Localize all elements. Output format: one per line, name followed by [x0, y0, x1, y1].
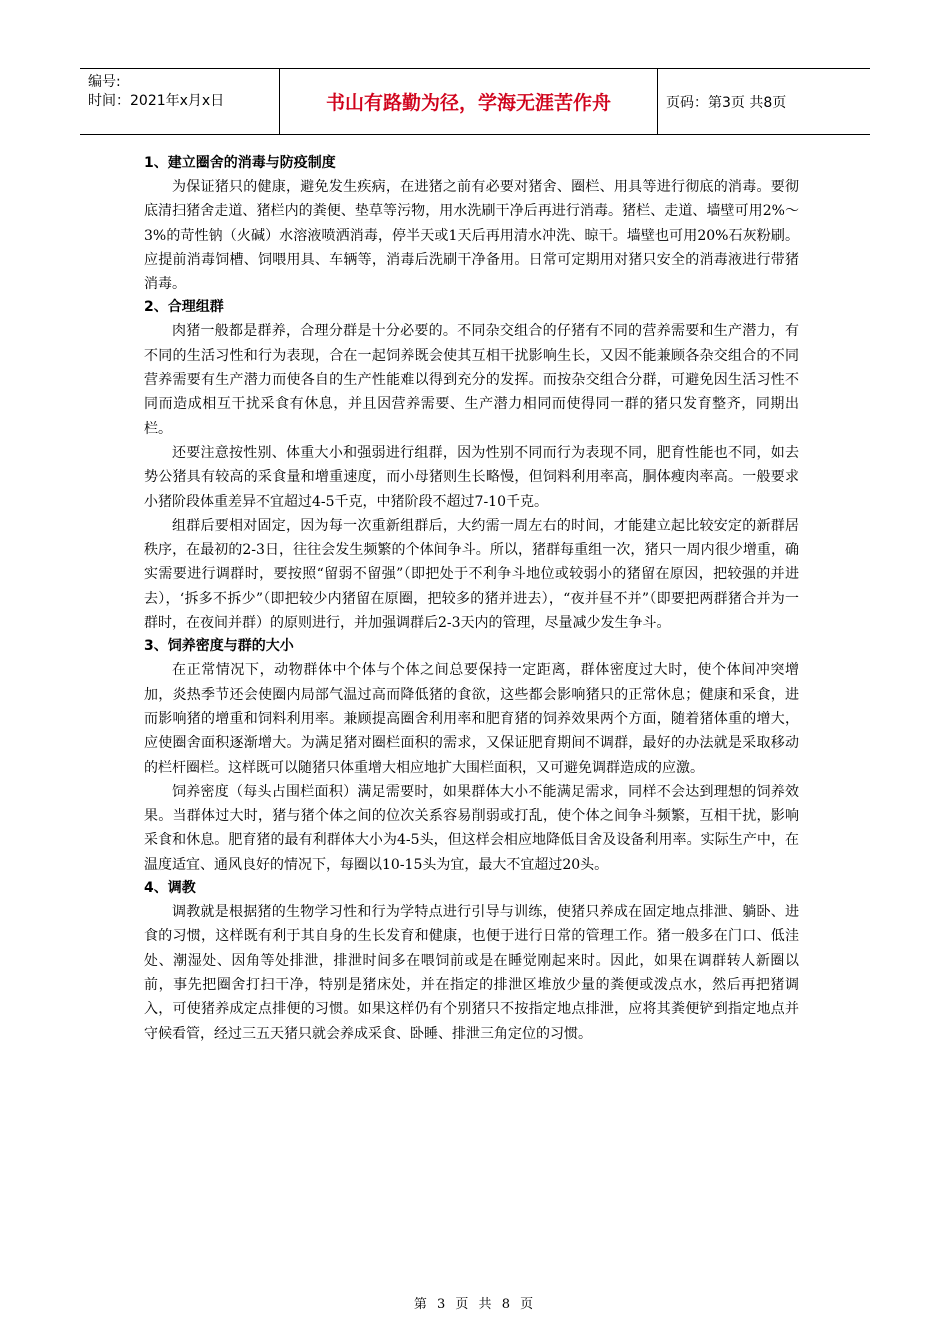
- header-motto: 书山有路勤为径，学海无涯苦作舟: [280, 69, 658, 134]
- section-heading: 1、建立圈舍的消毒与防疫制度: [144, 155, 336, 171]
- section-heading: 3、饲养密度与群的大小: [144, 638, 294, 655]
- paragraph: 饲养密度（每头占围栏面积）满足需要时，如果群体大小不能满足需求，同样不会达到理想的饲养效果。当群体过大时，猪与猪个体之间的位次关系容易削弱或打乱，使个体之间争斗频繁，互相干扰，影响采食和休息。肥育猪的最有利群体大小为4-5头，但这样会相应地降低目舍及设备利用率。实际生产中，在温度适宜、通风良好的情况下，每圈以10-15头为宜，最大不宜超过20头。: [144, 783, 799, 873]
- document-body: [144, 152, 799, 1046]
- page-indicator: 页码：第3页 共8页: [666, 94, 787, 111]
- section-heading: 2、合理组群: [144, 299, 224, 316]
- header-meta: [80, 69, 280, 134]
- paragraph: 组群后要相对固定，因为每一次重新组群后，大约需一周左右的时间，才能建立起比较安定的新群居秩序，在最初的2-3日，往往会发生频繁的个体间争斗。所以，猪群每重组一次，猪只一周内很少增重，确实需要进行调群时，要按照“留弱不留强”（即把处于不利争斗地位或较弱小的猪留在原因，把较强的并进去），‘拆多不拆少”（即把较少内猪留在原圈，把较多的猪并进去），“夜并昼不并”（即要把两群猪合并为一群时，在夜间并群）的原则进行，并加强调群后2-3天内的管理，尽量减少发生争斗。: [144, 517, 799, 632]
- number-label: 编号:: [88, 74, 121, 90]
- paragraph: 肉猪一般都是群养，合理分群是十分必要的。不同杂交组合的仔猪有不同的营养需要和生产潜力，有不同的生活习性和行为表现，合在一起饲养既会使其互相干扰影响生长，又因不能兼顾各杂交组合的不同营养需要有生产潜力而使各自的生产性能难以得到充分的发挥。而按杂交组合分群，可避免因生活习性不同而造成相互干扰采食有休息，并且因营养需要、生产潜力相同而使得同一群的猪只发育整齐，同期出栏。: [144, 323, 799, 437]
- paragraph: 在正常情况下，动物群体中个体与个体之间总要保持一定距离，群体密度过大时，使个体间冲突增加，炎热季节还会使圈内局部气温过高而降低猪的食欲，这些都会影响猪只的正常休息；健康和采食，进而影响猪的增重和饲料利用率。兼顾提高圈舍利用率和肥育猪的饲养效果两个方面，随着猪体重的增大，应使圈舍面积逐渐增大。为满足猪对圈栏面积的需求，又保证肥育期间不调群，最好的办法就是采取移动的栏杆圈栏。这样既可以随猪只体重增大相应地扩大围栏面积，又可避免调群造成的应激。: [144, 662, 799, 776]
- paragraph: 为保证猪只的健康，避免发生疾病，在进猪之前有必要对猪舍、圈栏、用具等进行彻底的消毒。要彻底清扫猪舍走道、猪栏内的粪便、垫草等污物，用水洗刷干净后再进行消毒。猪栏、走道、墙壁可用2%～3%的苛性钠（火碱）水溶液喷洒消毒，停半天或1天后再用清水冲洗、晾干。墙壁也可用20%石灰粉刷。应提前消毒饲槽、饲喂用具、车辆等，消毒后洗刷干净备用。日常可定期用对猪只安全的消毒液进行带猪消毒。: [144, 179, 799, 293]
- section-grouping: [144, 296, 799, 635]
- section-density: [144, 635, 799, 877]
- section-training: [144, 877, 799, 1046]
- time-label: 时间：2021年x月x日: [88, 93, 225, 109]
- page-header: [80, 68, 870, 135]
- page-footer: [0, 1296, 950, 1314]
- paragraph: 还要注意按性别、体重大小和强弱进行组群，因为性别不同而行为表现不同，肥育性能也不同，如去势公猪具有较高的采食量和增重速度，而小母猪则生长略慢，但饲料利用率高，胴体瘦肉率高。一般要求小猪阶段体重差异不宜超过4-5千克，中猪阶段不超过7-10千克。: [144, 444, 799, 510]
- footer-page-number: 第 3 页 共 8 页: [413, 1297, 537, 1312]
- section-heading: 4、调教: [144, 880, 196, 897]
- paragraph: 调教就是根据猪的生物学习性和行为学特点进行引导与训练，使猪只养成在固定地点排泄、躺卧、进食的习惯，这样既有利于其自身的生长发育和健康，也便于进行日常的管理工作。猪一般多在门口、低洼处、潮湿处、因角等处排泄，排泄时间多在喂饲前或是在睡觉刚起来时。因此，如果在调群转人新圈以前，事先把圈舍打扫干净，特别是猪床处，并在指定的排泄区堆放少量的粪便或泼点水，然后再把猪调入，可使猪养成定点排便的习惯。如果这样仍有个别猪只不按指定地点排泄，应将其粪便铲到指定地点并守候看管，经过三五天猪只就会养成采食、卧睡、排泄三角定位的习惯。: [144, 904, 799, 1042]
- section-disinfection: [144, 152, 799, 296]
